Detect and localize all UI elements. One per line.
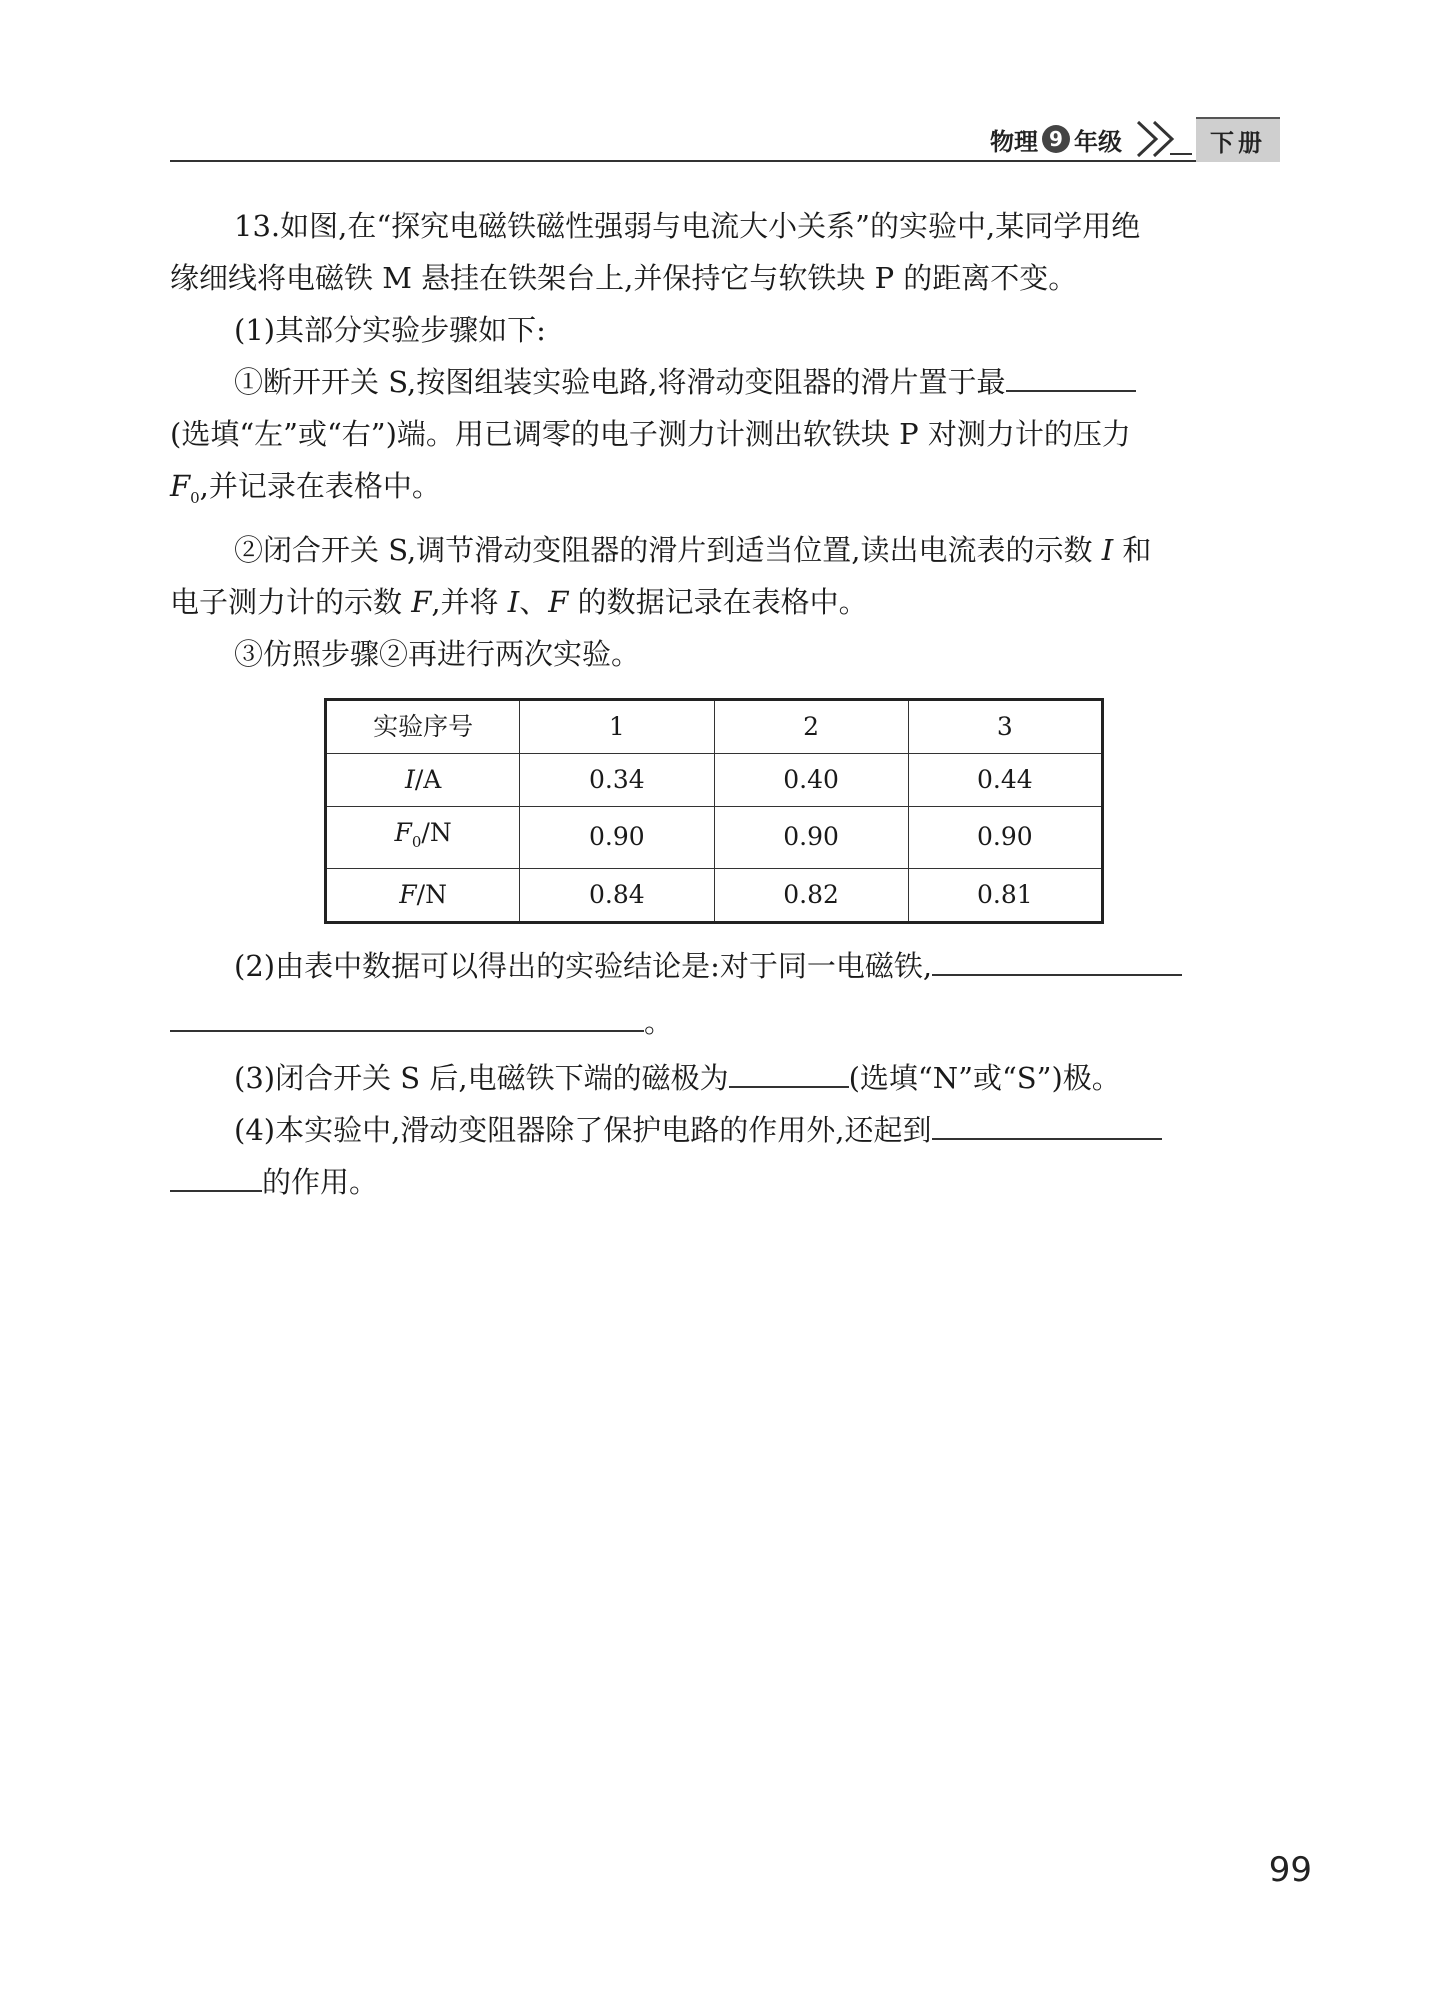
part2-line1 — [170, 940, 1260, 992]
step2-line2 — [170, 576, 1260, 628]
answer-blank-2-continued[interactable] — [170, 996, 644, 1032]
part4-text-a: (4)本实验中,滑动变阻器除了保护电路的作用外,还起到 — [234, 1112, 932, 1147]
step2-text-b3: 、 — [519, 584, 549, 619]
step1-line1 — [170, 356, 1260, 408]
step2-text-b2: ,并将 — [431, 584, 508, 619]
page-number: 99 — [1268, 1850, 1312, 1890]
row-unit: /N — [416, 879, 447, 909]
row-var-sub: 0 — [411, 832, 422, 851]
double-chevron-icon — [1132, 118, 1192, 160]
answer-blank-4[interactable] — [932, 1104, 1162, 1140]
table-cell: 0.82 — [714, 868, 908, 922]
var-i: I — [507, 584, 520, 619]
header-grade-number: 9 — [1042, 125, 1070, 153]
row-var: F — [394, 817, 412, 847]
part3-text-a: (3)闭合开关 S 后,电磁铁下端的磁极为 — [234, 1060, 729, 1095]
part2-text-a: (2)由表中数据可以得出的实验结论是:对于同一电磁铁, — [234, 948, 933, 983]
table-row-label — [326, 806, 520, 868]
table-row-label — [326, 753, 520, 806]
table-cell: 0.84 — [520, 868, 714, 922]
answer-blank-2[interactable] — [932, 940, 1182, 976]
row-unit: /A — [414, 764, 442, 794]
table-header-label: 实验序号 — [326, 699, 520, 753]
table-cell: 0.90 — [520, 806, 714, 868]
question-intro-line2: 缘细线将电磁铁 M 悬挂在铁架台上,并保持它与软铁块 P 的距离不变。 — [170, 261, 1078, 295]
var-f: F — [411, 584, 432, 619]
step2-text-b4: 的数据记录在表格中。 — [568, 584, 868, 619]
header-subject: 物理 — [990, 127, 1038, 156]
answer-blank-3[interactable] — [729, 1052, 849, 1088]
header-grade-suffix: 年级 — [1074, 127, 1122, 156]
data-table — [324, 698, 1104, 924]
table-cell: 0.34 — [520, 753, 714, 806]
header-volume: 下册 — [1196, 117, 1280, 162]
step1-text-a: ①断开开关 S,按图组装实验电路,将滑动变阻器的滑片置于最 — [234, 365, 1006, 399]
table-cell: 0.81 — [908, 868, 1102, 922]
var-f-sub: 0 — [190, 488, 200, 507]
var-f: F — [548, 584, 569, 619]
table-cell: 0.90 — [714, 806, 908, 868]
step3-line: ③仿照步骤②再进行两次实验。 — [234, 636, 641, 671]
header-label — [990, 118, 1280, 160]
table-cell: 0.40 — [714, 753, 908, 806]
var-i: I — [1101, 532, 1114, 567]
table-header-trial: 2 — [714, 699, 908, 753]
row-var: F — [399, 879, 417, 909]
part1-title: (1)其部分实验步骤如下: — [234, 313, 546, 347]
part2-end: 。 — [644, 1004, 674, 1039]
answer-blank-1[interactable] — [1006, 356, 1136, 392]
table-row — [326, 753, 1103, 806]
step1-line2: (选填“左”或“右”)端。用已调零的电子测力计测出软铁块 P 对测力计的压力 — [170, 417, 1131, 451]
step2-text-a-end: 和 — [1113, 532, 1152, 567]
step1-text-c: ,并记录在表格中。 — [199, 469, 441, 503]
table-header-row — [326, 699, 1103, 753]
table-header-trial: 1 — [520, 699, 714, 753]
part2-line2 — [170, 996, 1260, 1048]
table-cell: 0.90 — [908, 806, 1102, 868]
page-header — [170, 104, 1280, 162]
table-row-label — [326, 868, 520, 922]
step2-text-b1: 电子测力计的示数 — [170, 584, 412, 619]
step2-line1 — [170, 524, 1260, 576]
row-unit: /N — [421, 817, 452, 847]
part4-line1 — [170, 1104, 1260, 1156]
row-var: I — [404, 764, 415, 794]
part3-text-b: (选填“N”或“S”)极。 — [848, 1060, 1121, 1095]
step1-line3 — [170, 460, 1260, 524]
question-content — [170, 200, 1260, 1208]
table-cell: 0.44 — [908, 753, 1102, 806]
answer-blank-4-continued[interactable] — [170, 1156, 262, 1192]
part4-text-b: 的作用。 — [262, 1164, 379, 1199]
part4-line2 — [170, 1156, 1260, 1208]
table-header-trial: 3 — [908, 699, 1102, 753]
question-intro-line1: 13.如图,在“探究电磁铁磁性强弱与电流大小关系”的实验中,某同学用绝 — [234, 209, 1141, 243]
table-row — [326, 868, 1103, 922]
table-row — [326, 806, 1103, 868]
var-f: F — [170, 469, 191, 503]
step2-text-a: ②闭合开关 S,调节滑动变阻器的滑片到适当位置,读出电流表的示数 — [234, 532, 1102, 567]
part3-line — [170, 1052, 1260, 1104]
